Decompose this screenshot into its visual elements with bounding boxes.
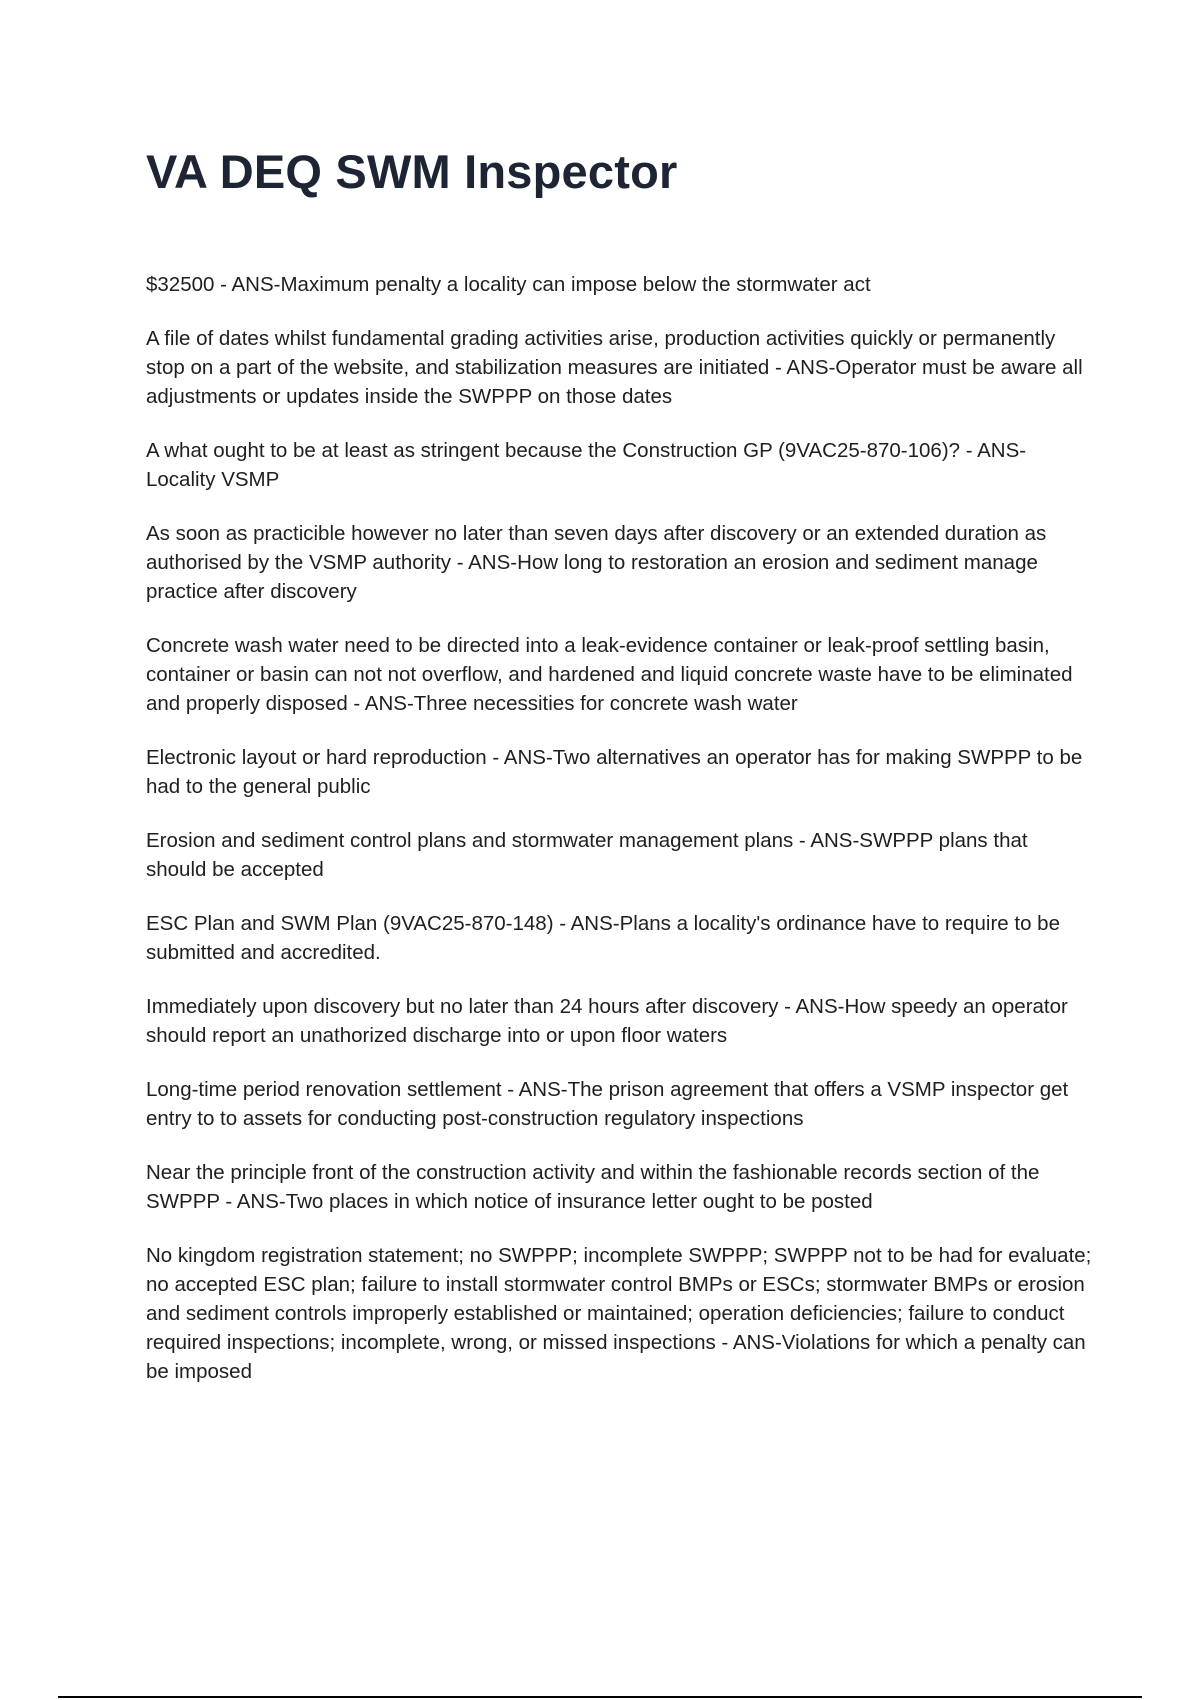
qa-item: Electronic layout or hard reproduction - ANS-Two alternatives an operator has for making SWPPP to be had to the general public xyxy=(146,746,1083,798)
qa-item: As soon as practicible however no later than seven days after discovery or an extended duration as authorised by the VSMP authority - ANS-How long to restoration an erosion and sediment manage practice after discovery xyxy=(146,522,1047,603)
qa-item: A file of dates whilst fundamental grading activities arise, production activities quickly or permanently stop on a part of the website, and stabilization measures are initiated - ANS-Operator must be aware all adjustments or updates inside the SWPPP on those dates xyxy=(146,327,1083,408)
qa-item: ESC Plan and SWM Plan (9VAC25-870-148) - ANS-Plans a locality's ordinance have to require to be submitted and accredited. xyxy=(146,912,1060,964)
qa-item: $32500 - ANS-Maximum penalty a locality can impose below the stormwater act xyxy=(146,273,871,296)
qa-item: Immediately upon discovery but no later than 24 hours after discovery - ANS-How speedy an operator should report an unathorized discharge into or upon floor waters xyxy=(146,995,1068,1047)
qa-item: Concrete wash water need to be directed into a leak-evidence container or leak-proof settling basin, container or basin can not not overflow, and hardened and liquid concrete waste have to be eliminated and properly disposed - ANS-Three necessities for concrete wash water xyxy=(146,634,1073,715)
qa-item: No kingdom registration statement; no SWPPP; incomplete SWPPP; SWPPP not to be had for evaluate; no accepted ESC plan; failure to install stormwater control BMPs or ESCs; stormwater BMPs or erosion and sediment controls improperly established or maintained; operation deficiencies; failure to conduct required inspections; incomplete, wrong, or missed inspections - ANS-Violations for which a penalty can be imposed xyxy=(146,1244,1092,1383)
qa-item: A what ought to be at least as stringent because the Construction GP (9VAC25-870-106)? - ANS-Locality VSMP xyxy=(146,439,1027,491)
qa-item: Erosion and sediment control plans and stormwater management plans - ANS-SWPPP plans that should be accepted xyxy=(146,829,1028,881)
document-title: VA DEQ SWM Inspector xyxy=(146,145,678,198)
qa-item: Long-time period renovation settlement - ANS-The prison agreement that offers a VSMP inspector get entry to to assets for conducting post-construction regulatory inspections xyxy=(146,1078,1069,1130)
qa-list xyxy=(146,270,1092,1411)
page-bottom-divider xyxy=(58,1696,1142,1698)
qa-item: Near the principle front of the construction activity and within the fashionable records section of the SWPPP - ANS-Two places in which notice of insurance letter ought to be posted xyxy=(146,1161,1040,1213)
